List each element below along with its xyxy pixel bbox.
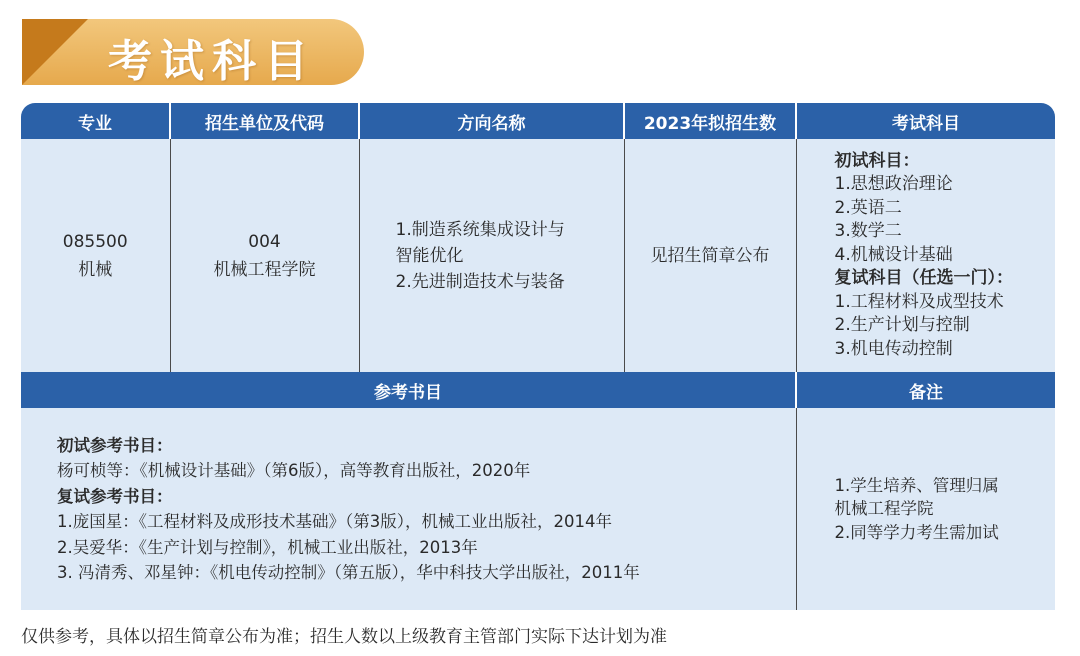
initial-refs-label: 初试参考书目： [57, 435, 173, 455]
retest-refs-label: 复试参考书目： [57, 486, 173, 506]
subject-item: 2.英语二 [834, 197, 902, 218]
retest-subjects-label: 复试科目（任选一门）： [834, 268, 1013, 289]
direction-line: 智能优化 [395, 245, 464, 266]
header-enrollment: 2023年拟招生数 [624, 103, 796, 139]
cell-notes [796, 408, 1055, 610]
note-item: 2.同等学力考生需加试 [834, 522, 999, 542]
cell-unit [170, 139, 359, 372]
table-row [21, 408, 1055, 610]
initial-subjects-label: 初试科目： [834, 150, 920, 171]
subject-item: 1.思想政治理论 [834, 174, 953, 195]
major-code: 085500 [62, 231, 128, 252]
cell-subjects [796, 139, 1055, 372]
unit-name: 机械工程学院 [213, 259, 316, 280]
note-item: 机械工程学院 [834, 499, 934, 519]
reference-item: 3. 冯清秀、邓星钟：《机电传动控制》（第五版），华中科技大学出版社，2011年 [57, 563, 640, 582]
major-name: 机械 [78, 259, 113, 280]
table-subheader-row [21, 372, 1055, 408]
header-references: 参考书目 [21, 372, 796, 408]
cell-enrollment [624, 139, 796, 372]
banner-title: 考试科目 [108, 36, 316, 85]
footnote: 仅供参考，具体以招生简章公布为准；招生人数以上级教育主管部门实际下达计划为准 [21, 627, 667, 647]
unit-code: 004 [248, 231, 281, 252]
exam-info-table [21, 103, 1055, 610]
subject-item: 3.数学二 [834, 221, 902, 242]
direction-line: 2.先进制造技术与装备 [395, 271, 565, 292]
section-banner [22, 19, 364, 85]
table-header-row [21, 103, 1055, 139]
subject-item: 2.生产计划与控制 [834, 315, 970, 336]
note-item: 1.学生培养、管理归属 [834, 475, 999, 495]
subject-item: 3.机电传动控制 [834, 338, 953, 359]
header-unit: 招生单位及代码 [170, 103, 359, 139]
enrollment-value: 见招生简章公布 [650, 245, 770, 266]
header-notes: 备注 [796, 372, 1055, 408]
header-major: 专业 [21, 103, 170, 139]
banner-corner-accent [22, 19, 88, 85]
header-direction: 方向名称 [359, 103, 624, 139]
cell-references [21, 408, 796, 610]
reference-item: 杨可桢等：《机械设计基础》（第6版），高等教育出版社，2020年 [57, 461, 531, 480]
reference-item: 2.吴爱华：《生产计划与控制》，机械工业出版社，2013年 [57, 537, 478, 557]
table-row [21, 139, 1055, 372]
header-subjects: 考试科目 [796, 103, 1055, 139]
cell-major [21, 139, 170, 372]
cell-directions [359, 139, 624, 372]
direction-line: 1.制造系统集成设计与 [395, 219, 565, 240]
subject-item: 1.工程材料及成型技术 [834, 291, 1004, 312]
subject-item: 4.机械设计基础 [834, 244, 953, 265]
reference-item: 1.庞国星：《工程材料及成形技术基础》（第3版），机械工业出版社，2014年 [57, 512, 612, 531]
